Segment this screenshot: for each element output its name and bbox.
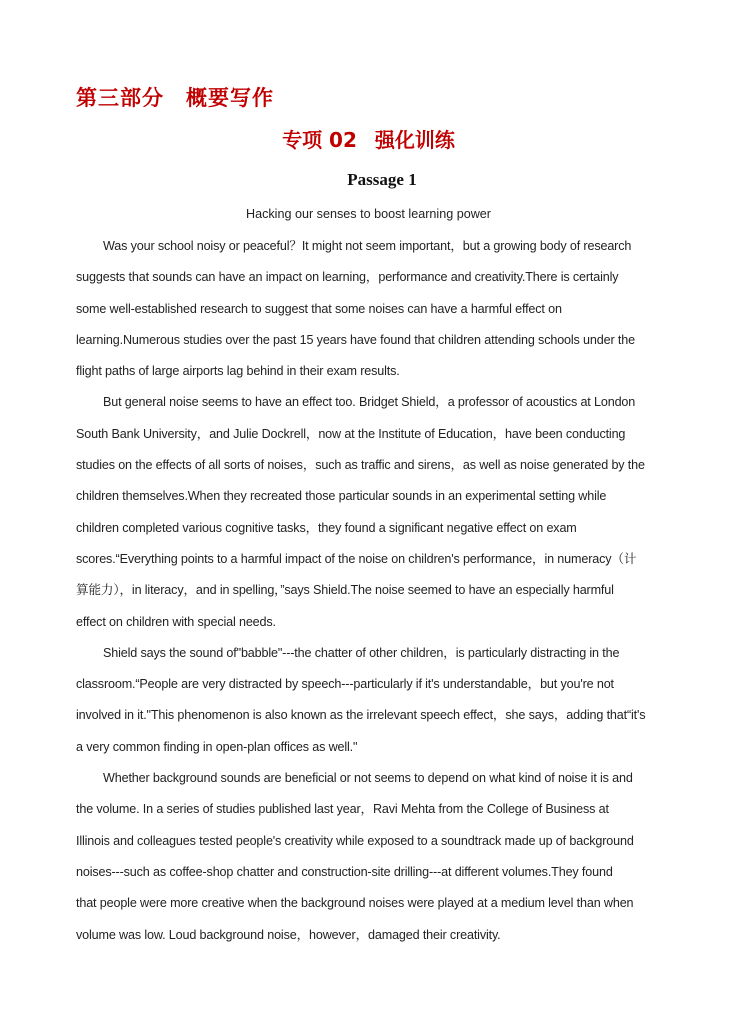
- paragraph-line: volume was low. Loud background noise，however，damaged their creativity.: [76, 927, 501, 942]
- paragraph-line: that people were more creative when the background noises were played at a medium level than when: [76, 896, 634, 911]
- paragraph-line: learning.Numerous studies over the past 15 years have found that children attending schools under the: [76, 332, 635, 347]
- paragraph-line: Whether background sounds are beneficial or not seems to depend on what kind of noise it is and: [103, 771, 633, 786]
- paragraph-line: suggests that sounds can have an impact on learning，performance and creativity.There is certainly: [76, 270, 619, 285]
- paragraph-line: But general noise seems to have an effect too. Bridget Shield，a professor of acoustics at London: [103, 395, 636, 410]
- paragraph-line: children themselves.When they recreated those particular sounds in an experimental setting while: [76, 489, 607, 504]
- part-title: 第三部分 概要写作: [76, 86, 274, 110]
- paragraph-line: the volume. In a series of studies published last year，Ravi Mehta from the College of Business at: [76, 802, 609, 817]
- paragraph: [76, 638, 666, 763]
- paragraph-line: South Bank University，and Julie Dockrell，now at the Institute of Education，have been conducting: [76, 426, 626, 441]
- section-code: 专项 02: [282, 128, 357, 152]
- paragraph-line: Was your school noisy or peaceful？It might not seem important，but a growing body of research: [103, 239, 632, 253]
- paragraph-line: flight paths of large airports lag behind in their exam results.: [76, 364, 400, 379]
- paragraph-line: a very common finding in open-plan offices as well.": [76, 739, 358, 754]
- paragraph-line: involved in it."This phenomenon is also known as the irrelevant speech effect，she says，adding that“it's: [76, 708, 646, 723]
- paragraph-line: noises---such as coffee-shop chatter and construction-site drilling---at different volumes.They found: [76, 864, 613, 879]
- paragraph-line: Shield says the sound of"babble"---the chatter of other children，is particularly distracting in the: [103, 645, 620, 660]
- paragraph-line: studies on the effects of all sorts of noises，such as traffic and sirens，as well as noise generated by the: [76, 458, 645, 473]
- article-title: [0, 207, 737, 221]
- paragraph: [76, 763, 666, 951]
- section-name: 强化训练: [374, 128, 455, 152]
- paragraph: [76, 231, 666, 387]
- paragraph: [76, 387, 666, 637]
- paragraph-line: some well-established research to suggest that some noises can have a harmful effect on: [76, 301, 562, 316]
- paragraph-line: children completed various cognitive tasks，they found a significant negative effect on exam: [76, 520, 577, 535]
- passage-label: Passage 1: [347, 170, 417, 189]
- paragraph-line: effect on children with special needs.: [76, 614, 276, 629]
- passage-body: [76, 231, 666, 951]
- section-title: [0, 124, 737, 153]
- paragraph-line: scores.“Everything points to a harmful impact of the noise on children's performance，in numeracy（计: [76, 551, 637, 566]
- paragraph-line: Illinois and colleagues tested people's creativity while exposed to a soundtrack made up of background: [76, 833, 634, 848]
- paragraph-line: classroom.“People are very distracted by speech---particularly if it's understandable，but you're not: [76, 677, 614, 692]
- article-title-text: Hacking our senses to boost learning power: [245, 207, 492, 221]
- paragraph-line: 算能力），in literacy，and in spelling，”says Shield.The noise seemed to have an especially harmful: [76, 583, 614, 598]
